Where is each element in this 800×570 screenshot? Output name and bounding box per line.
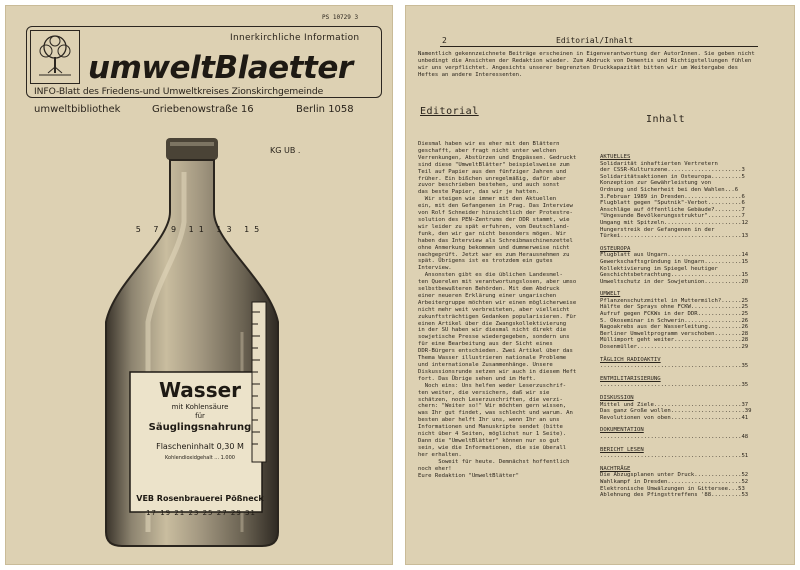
intro-line: Namentlich gekennzeichnete Beiträge erscheinen in Eigenverantwortung der AutorInnen. Sie geben nicht — [418, 51, 755, 57]
toc-entry: Berliner Umweltprogramm verschoben........28 — [600, 330, 749, 337]
editorial-line: her erhalten. — [418, 451, 462, 458]
toc-entry: Geschichtsbetrachtung.....................15 — [600, 272, 749, 279]
toc-entry: ..........................................51 — [600, 453, 749, 460]
editorial-line: Wir steigen wie immer mit den Aktuellen — [418, 196, 557, 203]
editorial-line: nicht über 4 Seiten, möglichst nur 1 Seite). — [418, 431, 567, 438]
toc-entry: Solidarität inhaftierten Vertretern — [600, 160, 718, 167]
toc-entry: Hälfte der Sprays ohne FCKW...............25 — [600, 304, 749, 311]
contents-heading: Inhalt — [646, 114, 686, 125]
editorial-line: Ansonsten gibt es die üblichen Landesmel- — [418, 272, 563, 279]
editorial-line: ohne Anmerkung bekommen und dummerweise nicht — [418, 244, 570, 251]
bottle-scale-top: 5 7 9 11 13 15 — [135, 225, 265, 234]
masthead-kicker: Innerkirchliche Information — [230, 33, 360, 43]
toc-entry: Wahlkampf in Dresden......................52 — [600, 478, 749, 485]
toc-entry: Umweltschutz in der Sowjetunion...........20 — [600, 278, 749, 285]
toc-entry: Umgang mit Spitzeln.......................12 — [600, 219, 749, 226]
intro-line: unbedingt die Ansichten der Redaktion wieder. Zum Abdruck von Dementis und Richtigstellungen fühlen — [418, 57, 752, 64]
editorial-line: in der SU haben wir diesmal nicht direkt die — [418, 327, 567, 334]
editorial-line: noch eher! — [418, 465, 452, 472]
editorial-line: Teil auf Papier aus den fünfziger Jahren und — [418, 168, 567, 175]
editorial-line: zukunftsträchtigen Gedanken popularisieren. Für — [418, 313, 577, 320]
editorial-line: fort. Das Übrige sehen und im Heft. — [418, 375, 536, 382]
editorial-line: ein, mit den Gefangenen in Prag. Das Interview — [418, 203, 573, 210]
editorial-body — [418, 141, 576, 479]
editorial-heading: Editorial — [420, 106, 479, 117]
toc-entry: Ordnung und Sicherheit bei den Wahlen...6 — [600, 186, 739, 193]
editorial-line: früher. Ein bißchen unregelmäßig, dafür aber — [418, 175, 567, 182]
editorial-line: Dann die "UmweltBlätter" können nur so gut — [418, 437, 560, 444]
editorial-line: sein, wie die Informationen, die sie überall — [418, 444, 567, 451]
bottle-scale-bottom: 17 19 21 23 25 27 29 31 — [146, 509, 256, 517]
toc-entry: Gewerkschaftsgründung in Ungarn...........15 — [600, 258, 749, 265]
editorial-line: spät. Übrigens ist es trotzdem ein gutes — [418, 258, 553, 265]
toc-entry: Dosenmüller...............................29 — [600, 344, 749, 351]
table-of-contents — [600, 148, 752, 499]
editorial-line: was Ihr gut findet, was schlecht und warum. An — [418, 410, 573, 417]
toc-entry: Türkei....................................13 — [600, 233, 749, 240]
archive-stamp: PS 10729 3 — [322, 14, 359, 21]
editorial-line: Eure Redaktion "UmweltBlätter" — [418, 472, 520, 479]
label-line3: Säuglingsnahrung — [148, 422, 252, 433]
editorial-line: Arbeitergruppe möchten wir einen möglicherweise — [418, 299, 577, 306]
toc-entry: ..........................................35 — [600, 382, 749, 389]
editorial-line: sind diese "UmweltBlätter" beispielsweise zum — [418, 161, 570, 168]
page-number: 2 — [442, 36, 447, 45]
toc-entry: Nagoakrebs aus der Wasserleitung..........26 — [600, 324, 749, 331]
toc-entry: 5. Ökoseminar in Schwerin.................26 — [600, 317, 749, 324]
label-maker: VEB Rosenbrauerei Pößneck — [136, 494, 264, 503]
editorial-line: solution des PEN-Zentrums der DDR stammt, wie — [418, 216, 570, 223]
toc-section-heading: BERICHT LESEN — [600, 446, 644, 453]
label-line2: für — [195, 412, 205, 420]
label-line1: mit Kohlensäure — [171, 403, 229, 411]
kg-mark: KG UB . — [270, 146, 301, 155]
label-small-print: Kohlendioxidgehalt ... 1.000 — [165, 455, 235, 461]
intro-notice — [418, 51, 755, 79]
label-volume: Flascheninhalt 0,30 M — [156, 442, 244, 451]
editorial-line: Diesmal haben wir es eher mit den Blättern — [418, 141, 560, 147]
editorial-line: nachgeprüft. Jetzt war es zum Herausnehmen zu — [418, 251, 570, 258]
header-rule — [440, 46, 758, 47]
label-brand: Wasser — [158, 378, 242, 402]
editorial-line: Diskussionsrunde setzen wir auch in diesem Heft — [418, 368, 577, 375]
running-title: Editorial/Inhalt — [556, 36, 634, 45]
toc-section-heading: AKTUELLES — [600, 154, 631, 160]
toc-entry: Die Abzugsplanen unter Druck..............52 — [600, 472, 749, 479]
toc-entry: der CSSR-Kulturszene......................3 — [600, 167, 745, 174]
editorial-line: Thema Wasser illustrieren nationale Probleme — [418, 355, 567, 362]
toc-entry: Solidaritätsaktionen in Osteuropa.........5 — [600, 173, 745, 180]
editorial-line: geschafft, aber fragt nicht unter welchen — [418, 147, 557, 154]
toc-section-heading: ENTMILITARISIERUNG — [600, 375, 661, 382]
editorial-line: für eine Bearbeitung aus der Sicht eines — [418, 341, 553, 348]
editorial-line: ten weiter, die versichern, daß wir sie — [418, 389, 550, 396]
editorial-line: von Rolf Schneider hinsichtlich der Protestre- — [418, 210, 573, 217]
bottle-illustration — [72, 132, 312, 552]
editorial-line: und internationale Zusammenhänge. Unsere — [418, 362, 553, 368]
toc-entry: Revolutionen von oben.....................41 — [600, 414, 749, 421]
toc-entry: Kollektivierung im Spiegel heutiger — [600, 265, 718, 272]
editorial-line: ten Querelen mit verantwortungslosen, aber umso — [418, 279, 577, 286]
toc-entry: Ablehnung des Pfingsttreffens '88.........53 — [600, 492, 749, 499]
editorial-line: wir leider zu spät erfuhren, vom Deutschland- — [418, 223, 570, 230]
toc-entry: "Ungesunde Bevölkerungsstruktur"..........7 — [600, 213, 745, 220]
tree-logo-icon — [30, 30, 80, 84]
editorial-line: sowjetische Presse wiedergegeben, sondern uns — [418, 334, 570, 341]
library-name: umweltbibliothek — [34, 104, 121, 115]
toc-entry: Flugblatt gegen "Sputnik"-Verbot..........6 — [600, 200, 745, 207]
editorial-line: chern: "Weiter so!" Wir möchten gern wissen, — [418, 403, 567, 410]
toc-entry: Elektronische Umwälzungen in Gittersee...53 — [600, 485, 745, 492]
intro-line: wir uns verpflichtet. Angesichts unserer begrenzten Druckkapazität bitten wir um Weitergabe des — [418, 64, 738, 71]
toc-entry: Das ganz Große wollen......................39 — [600, 408, 752, 415]
editorial-line: Interview. — [418, 265, 452, 272]
toc-section-heading: OSTEUROPA — [600, 245, 631, 252]
editorial-line: das beste Papier, das wir je hatten. — [418, 189, 540, 196]
toc-entry: Hungerstreik der Gefangenen in der — [600, 226, 715, 233]
editorial-line: DDR-Bürgers entschieden. Zwei Artikel über das — [418, 348, 573, 355]
toc-section-heading: DOKUMENTATION — [600, 427, 644, 434]
toc-entry: Mittel und Ziele..........................37 — [600, 401, 749, 408]
editorial-line: Soweit für heute. Demnächst hoffentlich — [418, 458, 570, 465]
toc-entry: ..........................................48 — [600, 433, 749, 440]
editorial-line: Verrenkungen, Abstürzen und Engpässen. Gedruckt — [418, 154, 577, 161]
toc-entry: Aufruf gegen FCKWs in der DDR.............25 — [600, 311, 749, 318]
toc-section-heading: TÄGLICH RADIOAKTIV — [600, 356, 661, 363]
street-address: Griebenowstraße 16 — [152, 104, 254, 115]
editorial-line: funk, den wir gar nicht besonders mögen. Wir — [418, 230, 567, 237]
toc-entry: Konzeption zur Gewährleistung von — [600, 180, 712, 187]
editorial-line: einen Artikel über die Zwangskollektivierung — [418, 320, 567, 327]
toc-entry: Müllimport geht weiter....................28 — [600, 337, 749, 344]
toc-entry: Flugblatt aus Ungarn......................14 — [600, 252, 749, 259]
city-address: Berlin 1058 — [296, 104, 354, 115]
toc-section-heading: NACHTRÄGE — [600, 465, 631, 472]
toc-entry: ..........................................35 — [600, 363, 749, 370]
editorial-line: selbstbewußteren Behörden. Mit dem Abdruck — [418, 286, 560, 293]
toc-section-heading: UMWELT — [600, 291, 621, 298]
editorial-line: Informationen und Manuskripte sendet (bitte — [418, 424, 563, 431]
masthead-subtitle: INFO-Blatt des Friedens-und Umweltkreises Zionskirchgemeinde — [34, 86, 324, 97]
editorial-line: besten aber helft Ihr uns, wenn Ihr an uns — [418, 417, 560, 424]
editorial-line: haben das Interview als Schreibmaschinenzettel — [418, 237, 573, 244]
editorial-line: Noch eins: Uns helfen weder Leserzuschrif- — [418, 382, 567, 389]
toc-entry: Anschläge auf öffentliche Gebäude?........7 — [600, 206, 745, 213]
intro-line: Heftes an andere Interessenten. — [418, 71, 523, 78]
masthead-title: umweltBlaetter — [88, 50, 353, 86]
editorial-line: einer neueren Erklärung einer ungarischen — [418, 292, 557, 299]
editorial-line: schätzen, noch Leserzuschriften, die verzi- — [418, 396, 563, 403]
toc-entry: Pflanzenschutzmittel in Muttermilch?......25 — [600, 297, 749, 304]
toc-entry: 3.Februar 1989 in Dresden.................6 — [600, 193, 745, 200]
toc-section-heading: DISKUSSION — [600, 395, 634, 401]
editorial-line: nicht mehr weit verbreiteten, aber vielleicht — [418, 306, 570, 313]
editorial-line: zuvor beschrieben bestehen, und auch sonst — [418, 182, 560, 189]
